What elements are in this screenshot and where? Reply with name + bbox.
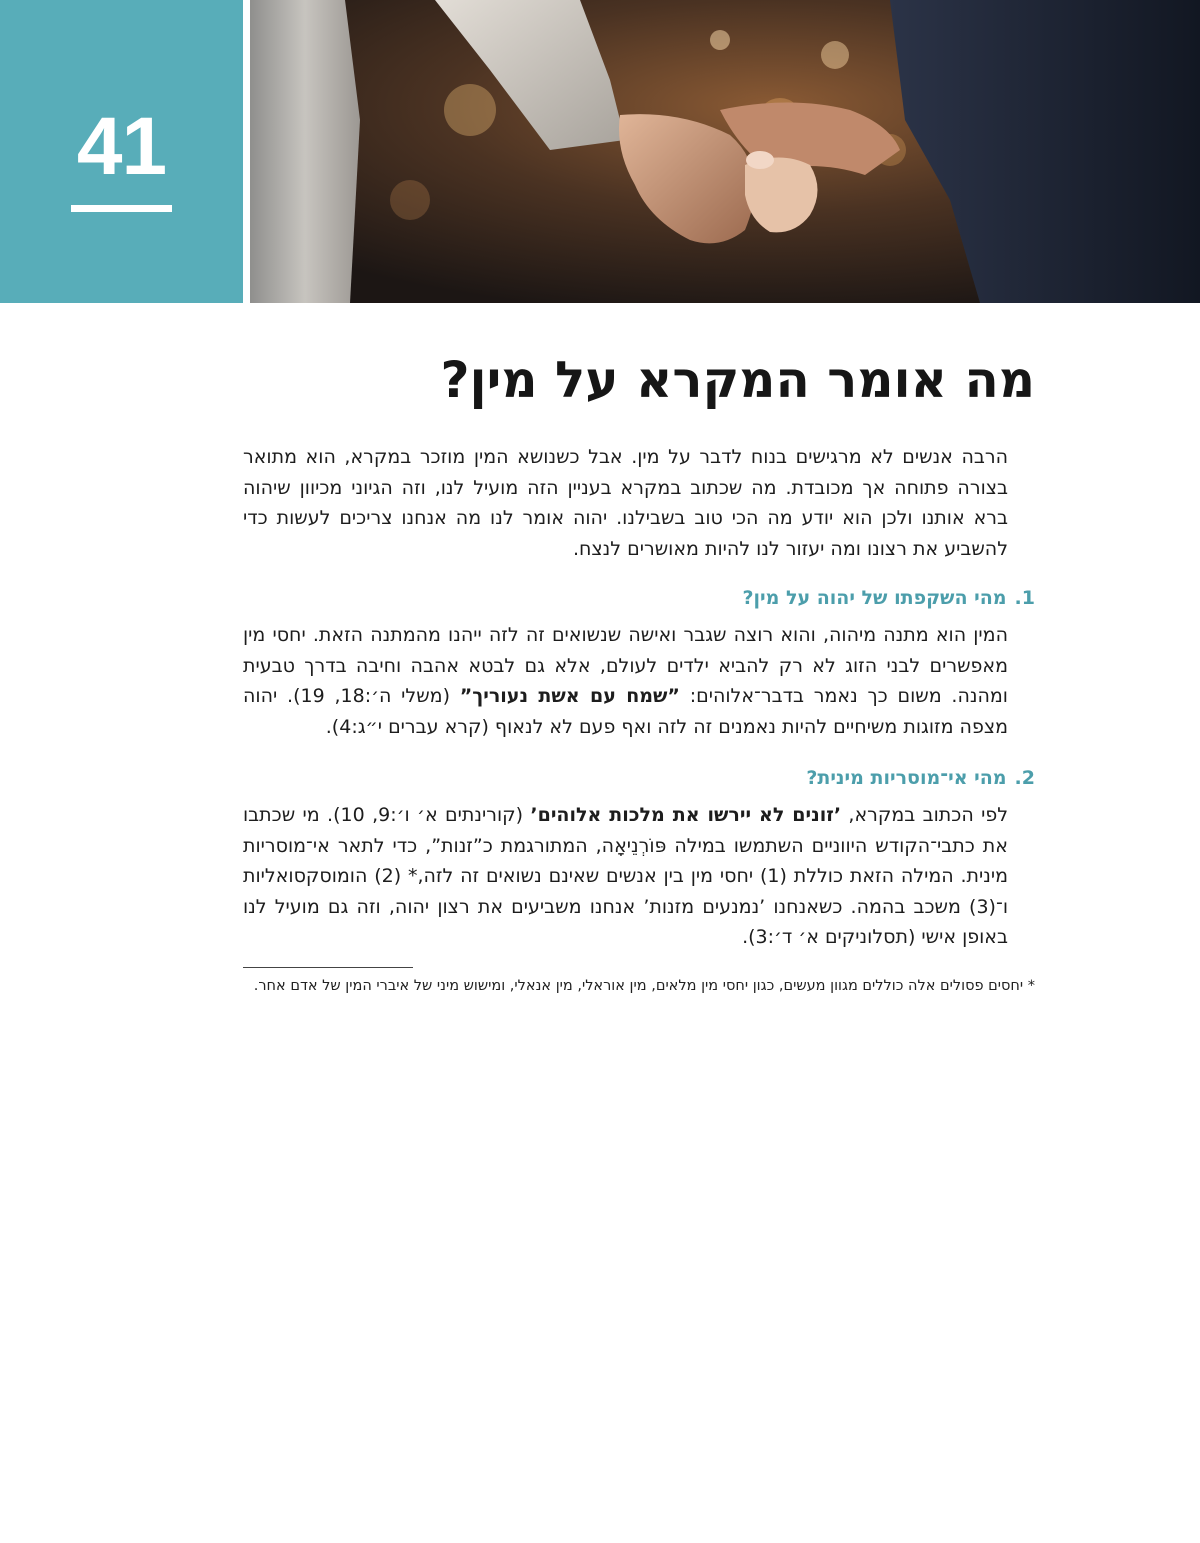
header-photo-holding-hands (250, 0, 1200, 303)
section-1-title: מהי השקפתו של יהוה על מין? (742, 587, 1007, 609)
section-1-quote: ”שמח עם אשת נעוריך” (459, 685, 680, 707)
intro-paragraph: הרבה אנשים לא מרגישים בנוח לדבר על מין. אבל כשנושא המין מוזכר במקרא, הוא מתואר בצורה פתוחה אך מכובדת. מה שכתוב במקרא בעניין הזה מועיל לנו, וזה הגיוני מכיוון שיהוה ברא אותנו ולכן הוא יודע מה הכי טוב בשבילנו. יהוה אומר לנו מה אנחנו צריכים לעשות כדי להשביע את רצונו ומה יעזור לנו להיות מאושרים לנצח. (243, 446, 1008, 560)
section-1-paragraph (243, 620, 1008, 742)
section-2-text-after: (קורינתים א׳ ו׳:9, 10). מי שכתבו את כתבי־הקודש היווניים השתמשו במילה פּוֹרְנֵיאָה, המתורגמת כ”זנות”, כדי לתאר אי־מוסריות מינית. המילה הזאת כוללת (1) יחסי מין בין אנשים שאינם נשואים זה לזה,* (2) הומוסקסואליות ו־(3) משכב בהמה. כשאנחנו ’נמנעים מזנות’ אנחנו משביעים את רצון יהוה, וזה גם מועיל לנו באופן אישי (תסלוניקים א׳ ד׳:3). (243, 804, 1008, 948)
page-title: מה אומר המקרא על מין? (440, 351, 1035, 409)
section-2-text-before: לפי הכתוב במקרא, (841, 804, 1009, 826)
section-2-paragraph (243, 800, 1008, 953)
section-1-number: 1. (1014, 587, 1035, 609)
lesson-content (243, 340, 1035, 996)
section-1-heading (243, 584, 1035, 612)
section-2-title: מהי אי־מוסריות מינית? (806, 767, 1007, 789)
lesson-number-underline (71, 205, 172, 212)
footnote-divider (243, 967, 413, 968)
footnote: * יחסים פסולים אלה כוללים מגוון מעשים, כגון יחסי מין מלאים, מין אוראלי, מין אנאלי, ומישוש מיני של איברי המין של אדם אחר. (253, 977, 1035, 994)
section-1-text-after: (משלי ה׳:18, 19). יהוה מצפה מזוגות משיחיים להיות נאמנים זה לזה ואף פעם לא לנאוף (קרא עברים י״ג:4). (243, 685, 1008, 738)
section-2-quote: ’זונים לא יירשו את מלכות אלוהים’ (530, 804, 842, 826)
section-2-number: 2. (1014, 767, 1035, 789)
lesson-number-box (0, 0, 243, 303)
section-2-heading (243, 764, 1035, 792)
lesson-number: 41 (76, 101, 167, 192)
section-1-text-before: המין הוא מתנה מיהוה, והוא רוצה שגבר ואישה שנשואים זה לזה ייהנו מהמתנה הזאת. יחסי מין מאפשרים לבני הזוג לא רק להביא ילדים לעולם, אלא גם לבטא אהבה וחיבה בדרך טבעית ומהנה. משום כך נאמר בדבר־אלוהים: (243, 624, 1008, 707)
